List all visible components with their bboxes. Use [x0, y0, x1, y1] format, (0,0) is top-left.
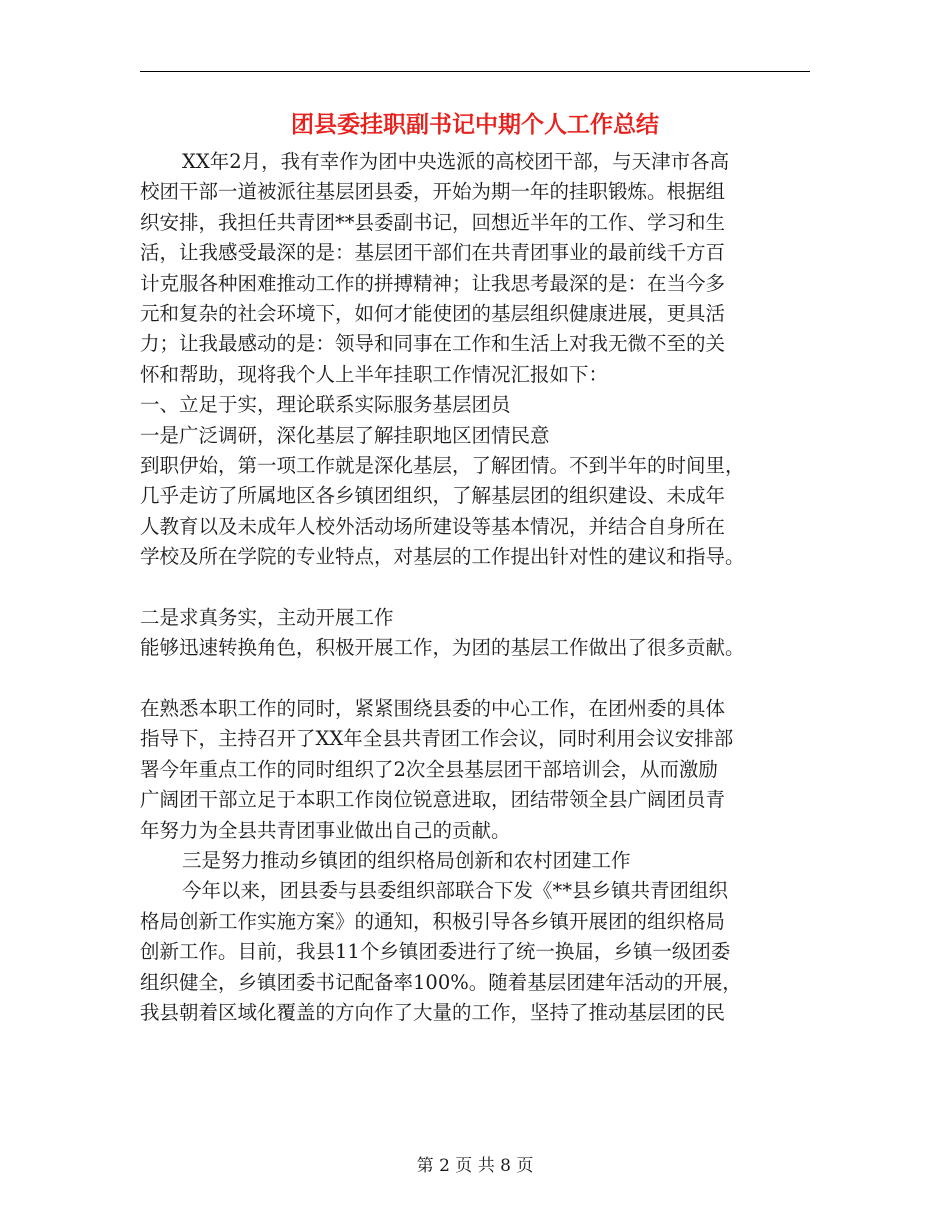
body-line: 今年以来，团县委与县委组织部联合下发《**县乡镇共青团组织: [182, 879, 729, 903]
body-line: 几乎走访了所属地区各乡镇团组织，了解基层团的组织建设、未成年: [140, 484, 726, 508]
body-line: 人教育以及未成年人校外活动场所建设等基本情况，并结合自身所在: [140, 514, 726, 538]
body-line: 到职伊始，第一项工作就是深化基层，了解团情。不到半年的时间里，: [140, 453, 745, 477]
page-number: 第 2 页 共 8 页: [416, 1156, 534, 1176]
body-line: 怀和帮助，现将我个人上半年挂职工作情况汇报如下：: [140, 362, 609, 386]
body-line: 在熟悉本职工作的同时，紧紧围绕县委的中心工作，在团州委的具体: [140, 697, 726, 721]
body-line: 计克服各种困难推动工作的拼搏精神；让我思考最深的是：在当今多: [140, 271, 726, 295]
body-line: 校团干部一道被派往基层团县委，开始为期一年的挂职锻炼。根据组: [140, 180, 726, 204]
body-line: 力；让我最感动的是：领导和同事在工作和生活上对我无微不至的关: [140, 332, 726, 356]
body-line: 组织健全，乡镇团委书记配备率100%。随着基层团建年活动的开展，: [140, 970, 742, 994]
body-line: 学校及所在学院的专业特点，对基层的工作提出针对性的建议和指导。: [140, 545, 745, 569]
body-line: 活，让我感受最深的是：基层团干部们在共青团事业的最前线千方百: [140, 241, 726, 265]
body-line: 能够迅速转换角色，积极开展工作，为团的基层工作做出了很多贡献。: [140, 636, 745, 660]
body-line: 广阔团干部立足于本职工作岗位锐意进取，团结带领全县广阔团员青: [140, 788, 726, 812]
blank-line: [140, 572, 810, 602]
body-line: 指导下，主持召开了XX年全县共青团工作会议，同时利用会议安排部: [140, 727, 734, 751]
body-line: 署今年重点工作的同时组织了2次全县基层团干部培训会，从而激励: [140, 757, 718, 781]
body-line: 年努力为全县共青团事业做出自己的贡献。: [140, 818, 511, 842]
body-line: 元和复杂的社会环境下，如何才能使团的基层组织健康进展，更具活: [140, 301, 726, 325]
subsection-heading: 一是广泛调研，深化基层了解挂职地区团情民意: [140, 423, 550, 447]
body-line: 我县朝着区域化覆盖的方向作了大量的工作，坚持了推动基层团的民: [140, 1000, 726, 1024]
header-rule: [140, 71, 810, 72]
body-line: XX年2月，我有幸作为团中央选派的高校团干部，与天津市各高: [182, 150, 730, 173]
blank-line: [140, 664, 810, 694]
document-body: [140, 147, 810, 1028]
section-heading: 一、立足于实，理论联系实际服务基层团员: [140, 393, 511, 417]
body-line: 创新工作。目前，我县11个乡镇团委进行了统一换届，乡镇一级团委: [140, 940, 731, 964]
document-title: 团县委挂职副书记中期个人工作总结: [291, 112, 659, 138]
body-line: 格局创新工作实施方案》的通知，积极引导各乡镇开展团的组织格局: [140, 909, 726, 933]
subsection-heading: 三是努力推动乡镇团的组织格局创新和农村团建工作: [182, 848, 631, 872]
subsection-heading: 二是求真务实，主动开展工作: [140, 605, 394, 629]
body-line: 织安排，我担任共青团**县委副书记，回想近半年的工作、学习和生: [140, 210, 726, 234]
